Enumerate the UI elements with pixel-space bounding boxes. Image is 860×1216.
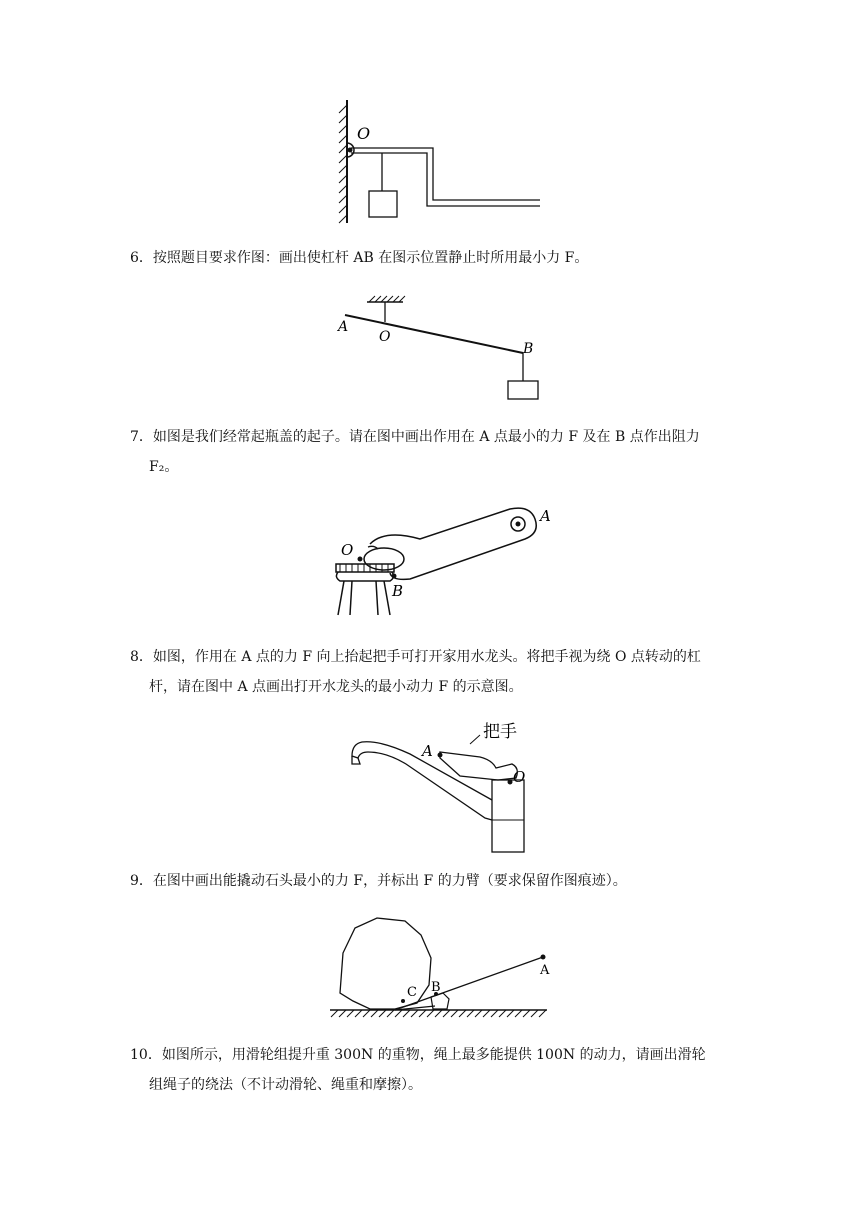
label-c: C bbox=[407, 985, 417, 1000]
label-a: A bbox=[540, 507, 551, 525]
question-10 bbox=[130, 1040, 740, 1100]
figure-rock-crowbar bbox=[325, 913, 550, 1025]
label-a: A bbox=[540, 963, 550, 978]
question-text: 按照题目要求作图：画出使杠杆 AB 在图示位置静止时所用最小力 F。 bbox=[152, 250, 589, 266]
question-text-cont: 杆，请在图中 A 点画出打开水龙头的最小动力 F 的示意图。 bbox=[149, 679, 523, 695]
label-b: B bbox=[431, 980, 441, 995]
label-o: O bbox=[379, 329, 391, 345]
question-text: 如图是我们经常起瓶盖的起子。请在图中画出作用在 A 点最小的力 F 及在 B 点作出阻力 bbox=[152, 429, 700, 445]
question-9 bbox=[130, 866, 740, 896]
question-number: 7． bbox=[130, 429, 153, 445]
question-6 bbox=[130, 243, 740, 273]
question-number: 9． bbox=[130, 873, 153, 889]
question-7 bbox=[130, 422, 740, 482]
label-o: O bbox=[341, 541, 354, 559]
figure-wall-lever bbox=[325, 95, 555, 230]
question-text: 如图所示，用滑轮组提升重 300N 的重物，绳上最多能提供 100N 的动力，请画出滑轮 bbox=[161, 1047, 706, 1063]
question-text: 在图中画出能撬动石头最小的力 F，并标出 F 的力臂（要求保留作图痕迹）。 bbox=[152, 873, 627, 889]
label-b: B bbox=[392, 582, 404, 600]
question-text: 如图，作用在 A 点的力 F 向上抬起把手可打开家用水龙头。将把手视为绕 O 点转动的杠 bbox=[152, 649, 701, 665]
label-o: O bbox=[357, 124, 371, 143]
figure-bottle-opener bbox=[330, 497, 560, 622]
label-b: B bbox=[523, 341, 534, 357]
label-handle: 把手 bbox=[483, 722, 517, 742]
label-a: A bbox=[422, 742, 433, 760]
figure-faucet bbox=[340, 712, 550, 857]
figure-lever-ab bbox=[335, 293, 550, 405]
label-o: O bbox=[513, 768, 526, 786]
question-number: 6． bbox=[130, 250, 153, 266]
question-text-cont: F₂。 bbox=[149, 459, 179, 475]
question-8 bbox=[130, 642, 740, 702]
question-number: 8． bbox=[130, 649, 153, 665]
label-a: A bbox=[338, 319, 349, 335]
question-number: 10． bbox=[130, 1047, 162, 1063]
question-text-cont: 组绳子的绕法（不计动滑轮、绳重和摩擦）。 bbox=[149, 1077, 422, 1093]
